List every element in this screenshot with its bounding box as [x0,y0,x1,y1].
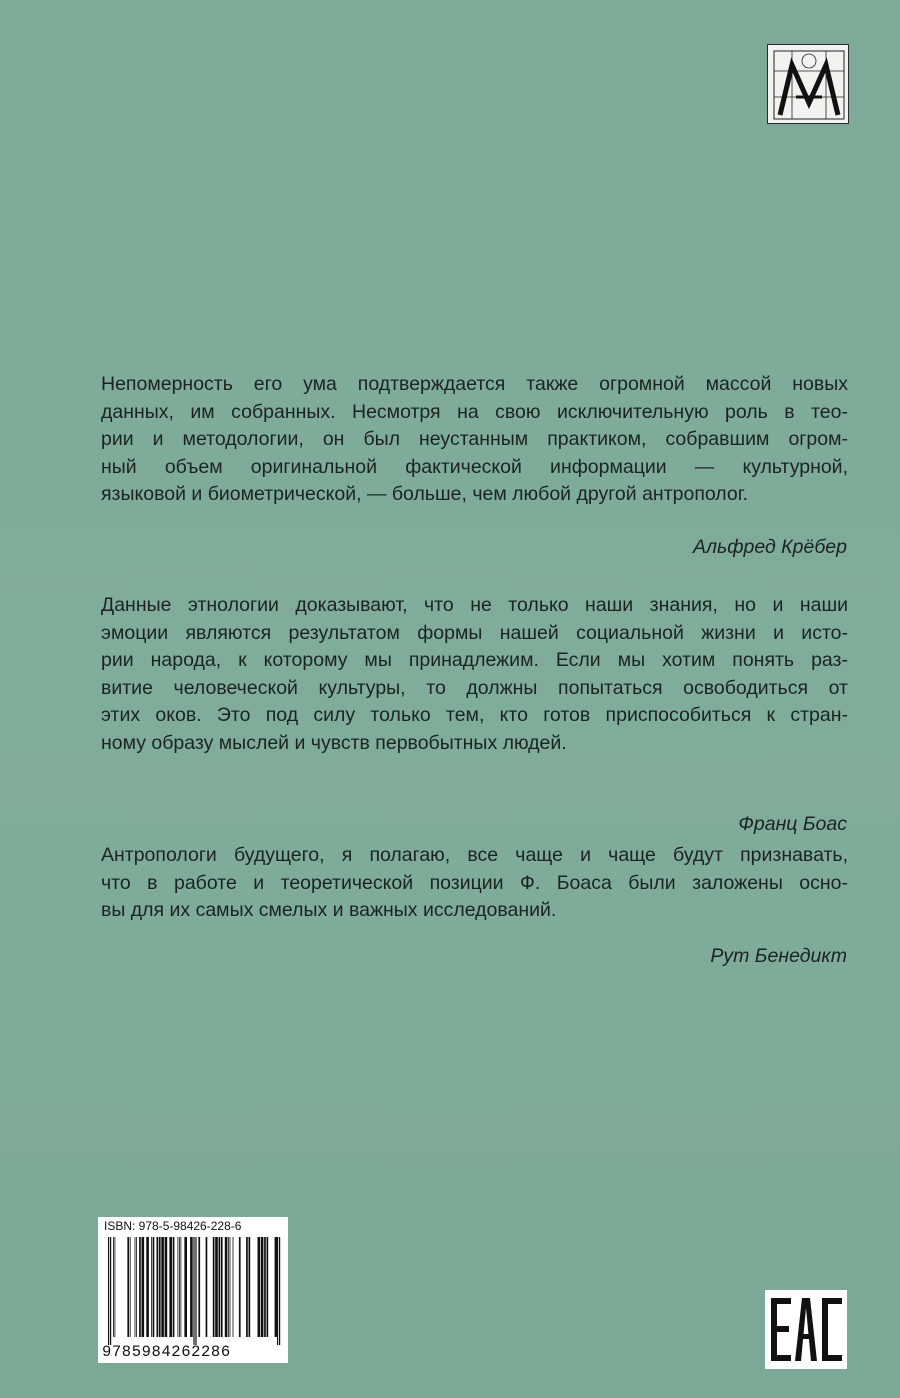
quote-line: ный объем оригинальной фактической информации — культурной, [101,455,848,478]
quote-line: данных, им собранных. Несмотря на свою исключительную роль в тео- [101,400,848,423]
quote-kroeber [101,371,848,509]
quote-line: этих оков. Это под силу только тем, кто готов приспособиться к стран- [101,704,848,726]
quote-author-kroeber: Альфред Крёбер [692,536,847,558]
quote-line: рии народа, к которому мы принадлежим. Если мы хотим понять раз- [101,649,848,671]
publisher-monogram-icon [768,45,850,125]
quote-boas [101,592,848,757]
quote-line: витие человеческой культуры, то должны попытаться освободиться от [101,676,848,699]
quote-line: что в работе и теоретической позиции Ф. Боаса были заложены осно- [101,871,848,894]
quote-benedict [101,842,848,925]
quote-line: ному образу мыслей и чувств первобытных людей. [101,731,567,754]
quote-line: Данные этнологии доказывают, что не только наши знания, но и наши [101,594,848,616]
quote-line: вы для их самых смелых и важных исследований. [101,899,557,921]
isbn-label: ISBN: 978-5-98426-228-6 [104,1219,242,1233]
quote-line: эмоции являются результатом формы нашей социальной жизни и исто- [101,621,848,644]
barcode-digits: 9785984262286 [102,1343,231,1361]
quote-author-boas: Франц Боас [738,813,847,835]
eac-icon [765,1290,847,1369]
quote-line: рии и методологии, он был неустанным практиком, собравшим огром- [101,428,848,450]
quote-line: Непомерность его ума подтверждается также огромной массой новых [101,373,848,395]
quote-author-benedict: Рут Бенедикт [710,945,847,967]
eac-mark [765,1290,847,1369]
barcode-bars [98,1217,288,1363]
quote-line: Антропологи будущего, я полагаю, все чаще и чаще будут признавать, [101,844,848,866]
publisher-logo [767,44,849,124]
isbn-barcode [98,1217,288,1363]
quote-line: языковой и биометрической, — больше, чем любой другой антрополог. [101,483,748,505]
